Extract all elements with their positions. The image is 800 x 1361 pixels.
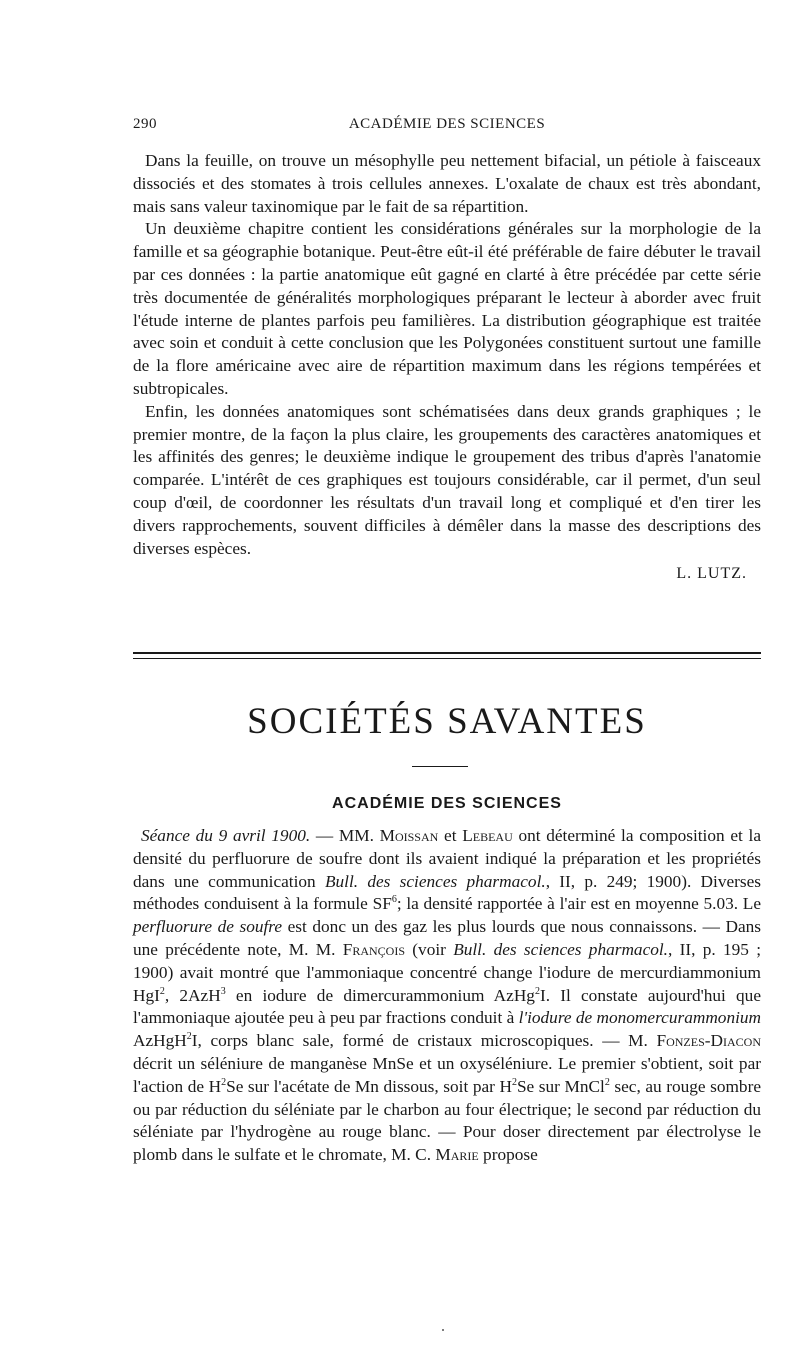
report-paragraph: [133, 825, 761, 1167]
report-text: — MM.: [310, 826, 380, 845]
report-text: , II, p. 249; 1900). Diverses méthodes conduisent à la formule SF: [133, 871, 762, 914]
report-text: Se sur l'acétate de Mn dissous, soit par H: [226, 1076, 512, 1096]
report-text: sec, au rouge sombre ou par réduction du séléniate par le charbon au four électrique; le second par réduction du séléniate par l'hydrogène au rouge blanc. — Pour doser directement par électrolyse le plomb dans le sulfate et le chromate, M. C.: [133, 1076, 761, 1165]
report-text: propose: [478, 1145, 538, 1165]
author-name: Lebeau: [462, 826, 513, 845]
author-name: Marie: [435, 1145, 479, 1165]
section-divider-thick: [133, 652, 761, 654]
session-report: [133, 825, 761, 1167]
report-text: (voir: [405, 939, 454, 959]
review-paragraph: Un deuxième chapitre contient les considérations générales sur la morphologie de la famille et sa géographie botanique. Peut-être eût-il été préférable de faire débuter le travail par ces données : la partie anatomique eût gagné en clarté à être précédée par cette série très documentée de généralités morphologiques préparant le lecteur à aborder avec fruit l'étude interne de plantes parfois peu familières. La distribution géographique est traitée avec soin et conduit à cette conclusion que les Polygonées constituent surtout une famille de la flore américaine avec aire de répartition maximum dans les régions tempérées et subtropicales.: [133, 219, 761, 398]
report-text: I, corps blanc sale, formé de cristaux microscopiques. — M.: [191, 1031, 657, 1051]
report-text: et: [438, 826, 463, 845]
superscript: 2: [186, 1031, 192, 1043]
author-name: François: [342, 939, 405, 959]
superscript: 2: [159, 985, 165, 997]
superscript: 2: [534, 985, 540, 997]
page-header: [133, 116, 761, 136]
session-date: Séance du 9 avril 1900.: [141, 826, 311, 845]
page-number: 290: [133, 116, 157, 132]
superscript: 6: [391, 894, 397, 906]
book-review: [133, 150, 761, 586]
report-text: ; la densité rapportée à l'air est en moyenne 5.03. Le: [396, 894, 761, 914]
section-divider-thin: [133, 658, 761, 659]
title-underline: [412, 766, 468, 767]
author-name: Fonzes-Diacon: [656, 1031, 761, 1051]
review-paragraph: Dans la feuille, on trouve un mésophylle peu nettement bifacial, un pétiole à faisceaux dissociés et des stomates à trois cellules annexes. L'oxalate de chaux est très abondant, mais sans valeur taxinomique par le fait de sa répartition.: [133, 151, 761, 216]
superscript: 3: [220, 985, 226, 997]
report-text: décrit un séléniure de manganèse MnSe et un oxyséléniure. Le premier s'obtient, soit par l'action de H: [133, 1053, 761, 1096]
journal-reference: Bull. des sciences pharmacol.: [324, 871, 546, 891]
italic-term: l'iodure de monomercurammonium: [518, 1008, 762, 1028]
superscript: 2: [221, 1077, 227, 1088]
superscript: 2: [511, 1077, 517, 1088]
report-text: I. Il constate aujourd'hui que l'ammoniaque ajoutée peu à peu par fractions conduit à: [133, 985, 761, 1028]
subsection-title: ACADÉMIE DES SCIENCES: [332, 795, 562, 812]
report-text: AzHgH: [133, 1031, 187, 1051]
report-text: est donc un des gaz les plus lourds que nous connaissons. — Dans une précédente note, M. M.: [133, 917, 761, 959]
report-text: ont déterminé la composition et la densité du perfluorure de soufre dont ils avaient indiqué la préparation et les propriétés dans une communication: [133, 826, 761, 891]
report-text: en iodure de dimercurammonium AzHg: [225, 985, 535, 1005]
report-text: , 2AzH: [164, 985, 221, 1005]
review-paragraph: Enfin, les données anatomiques sont schématisées dans deux grands graphiques ; le premier montre, de la façon la plus claire, les groupements des caractères anatomiques et les affinités des genres; le deuxième indique le groupement des tribus d'après l'anatomie comparée. L'intérêt de ces graphiques est toujours considérable, car il permet, d'un seul coup d'œil, de coordonner les résultats d'un travail long et compliqué et d'en tirer les divers rapprochements, souvent difficiles à démêler dans la masse des descriptions des diverses espèces.: [133, 401, 761, 558]
italic-term: perfluorure de soufre: [133, 917, 283, 937]
paper-speck: [442, 1329, 444, 1331]
running-head: ACADÉMIE DES SCIENCES: [348, 116, 546, 132]
journal-reference: Bull. des sciences pharmacol.: [453, 939, 668, 959]
author-signature: L. LUTZ.: [676, 565, 747, 583]
superscript: 2: [604, 1077, 610, 1088]
section-title: SOCIÉTÉS SAVANTES: [247, 701, 647, 742]
author-name: Moissan: [379, 826, 439, 845]
report-text: , II, p. 195 ; 1900) avait montré que l'ammoniaque concentré change l'iodure de mercurdiammonium HgI: [133, 939, 762, 1005]
report-text: Se sur MnCl: [516, 1076, 605, 1096]
